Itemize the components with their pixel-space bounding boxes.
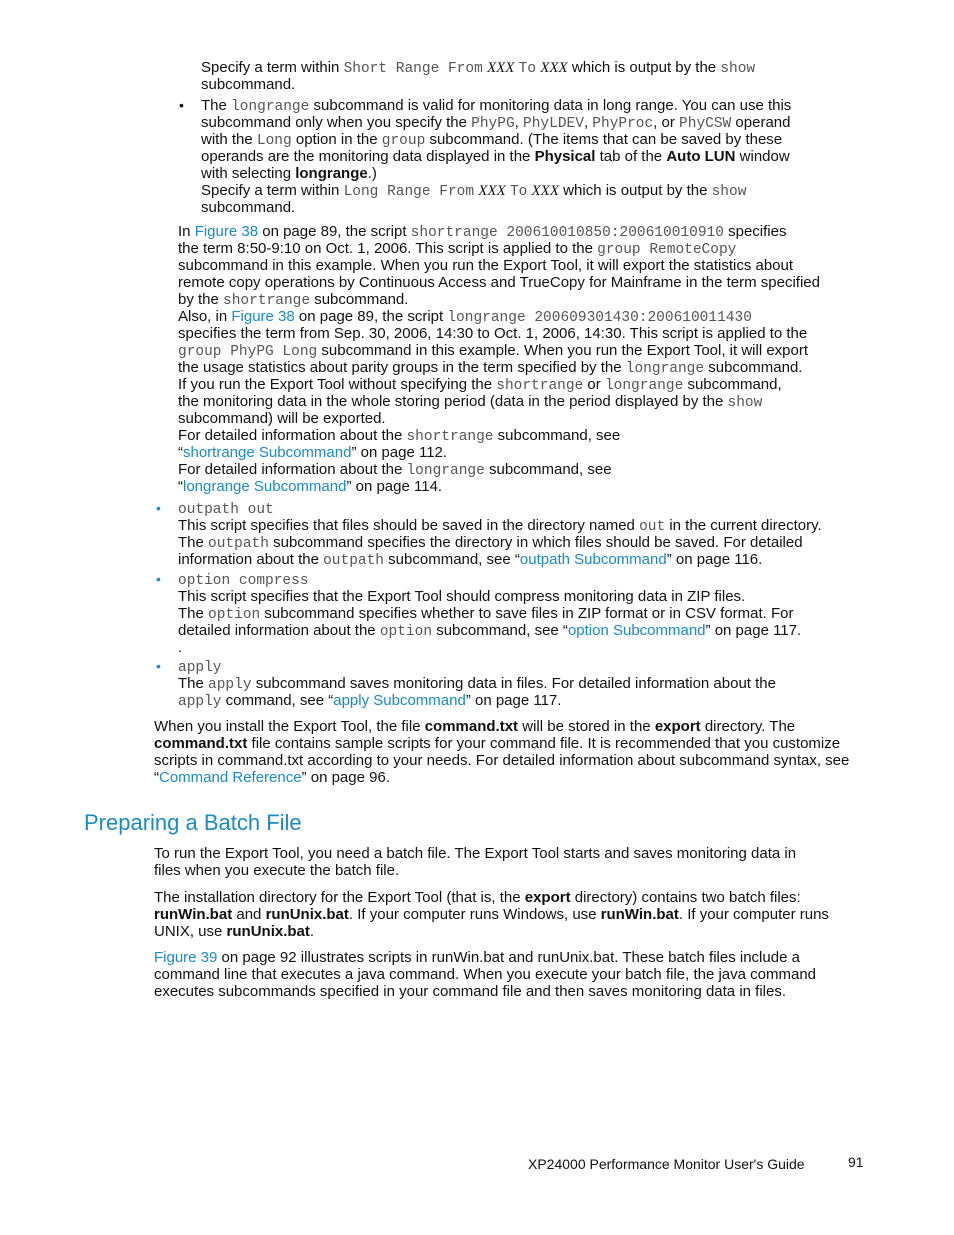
page-number: 91	[848, 1154, 864, 1170]
figure-39-paragraph: Figure 39 on page 92 illustrates scripts in runWin.bat and runUnix.bat. These batch files include a command line that executes a java command. When you execute your batch file, the java command executes subcommands specified in your command file and then saves monitoring data in files.	[154, 949, 817, 1000]
shortrange-subcommand-link[interactable]: shortrange Subcommand	[183, 444, 352, 461]
command-reference-link[interactable]: Command Reference	[159, 769, 302, 786]
longrange-subcommand-link[interactable]: longrange Subcommand	[183, 478, 347, 495]
batch-file-intro: To run the Export Tool, you need a batch file. The Export Tool starts and saves monitoring data in files when you execute the batch file.	[154, 845, 797, 879]
figure-38-link[interactable]: Figure 38	[231, 308, 295, 325]
batch-files-paragraph: The installation directory for the Export Tool (that is, the export directory) contains two batch files: runWin.bat and runUnix.bat. If your computer runs Windows, use runWin.bat. If your computer runs UNIX, use runUnix.bat.	[154, 889, 829, 940]
option-item: option compress This script specifies that the Export Tool should compress monitoring data in ZIP files. The option subcommand specifies whether to save files in ZIP format or in CSV format. For detailed information about the option subcommand, see “option Subcommand” on page 117. .	[178, 573, 802, 656]
figure-39-link[interactable]: Figure 39	[154, 949, 218, 966]
apply-subcommand-link[interactable]: apply Subcommand	[333, 692, 466, 709]
list-bullet: •	[156, 571, 161, 587]
footer-title: XP24000 Performance Monitor User's Guide	[528, 1156, 805, 1172]
option-subcommand-link[interactable]: option Subcommand	[567, 622, 706, 639]
section-heading: Preparing a Batch File	[84, 810, 302, 835]
figure-38-explanation: In Figure 38 on page 89, the script shortrange 200610010850:200610010910 specifies the term 8:50-9:10 on Oct. 1, 2006. This script is applied to the group RemoteCopy subcommand in this example. When you run the Export Tool, it will export the statistics about remote copy operations by Continuous Access and TrueCopy for Mainframe in the term specified by the shortrange subcommand. Also, in Figure 38 on page 89, the script longrange 200609301430:200610011430 specifies the term from Sep. 30, 2006, 14:30 to Oct. 1, 2006, 14:30. This script is applied to the group PhyPG Long subcommand in this example. When you run the Export Tool, it will export the usage statistics about parity groups in the term specified by the longrange subcommand. If you run the Export Tool without specifying the shortrange or longrange subcommand, the monitoring data in the whole storing period (data in the period displayed by the show subcommand) will be exported. For detailed information about the shortrange subcommand, see “shortrange Subcommand” on page 112. For detailed information about the longrange subcommand, see “longrange Subcommand” on page 114.	[178, 223, 820, 495]
outpath-item: outpath out This script specifies that files should be saved in the directory named out in the current directory. The outpath subcommand specifies the directory in which files should be saved. For detailed information about the outpath subcommand, see “outpath Subcommand” on page 116.	[178, 502, 822, 569]
longrange-bullet-text: The longrange subcommand is valid for monitoring data in long range. You can use this subcommand only when you specify the PhyPG, PhyLDEV, PhyProc, or PhyCSW operand with the Long option in the group subcommand. (The items that can be saved by these operands are the monitoring data displayed in the Physical tab of the Auto LUN window with selecting longrange.) Specify a term within Long Range From XXX To XXX which is output by the show subcommand.	[201, 97, 792, 216]
outpath-subcommand-link[interactable]: outpath Subcommand	[519, 551, 667, 568]
list-bullet: •	[156, 500, 161, 516]
short-range-term-note: Specify a term within Short Range From XXX To XXX which is output by the show subcommand.	[201, 59, 756, 93]
list-bullet: •	[156, 658, 161, 674]
figure-38-link[interactable]: Figure 38	[194, 223, 259, 240]
apply-item: apply The apply subcommand saves monitoring data in files. For detailed information about the apply command, see “apply Subcommand” on page 117.	[178, 660, 776, 710]
list-bullet: •	[179, 97, 184, 113]
install-paragraph: When you install the Export Tool, the file command.txt will be stored in the export directory. The command.txt file contains sample scripts for your command file. It is recommended that you customize scripts in command.txt according to your needs. For detailed information about subcommand syntax, see “Command Reference” on page 96.	[154, 718, 850, 786]
